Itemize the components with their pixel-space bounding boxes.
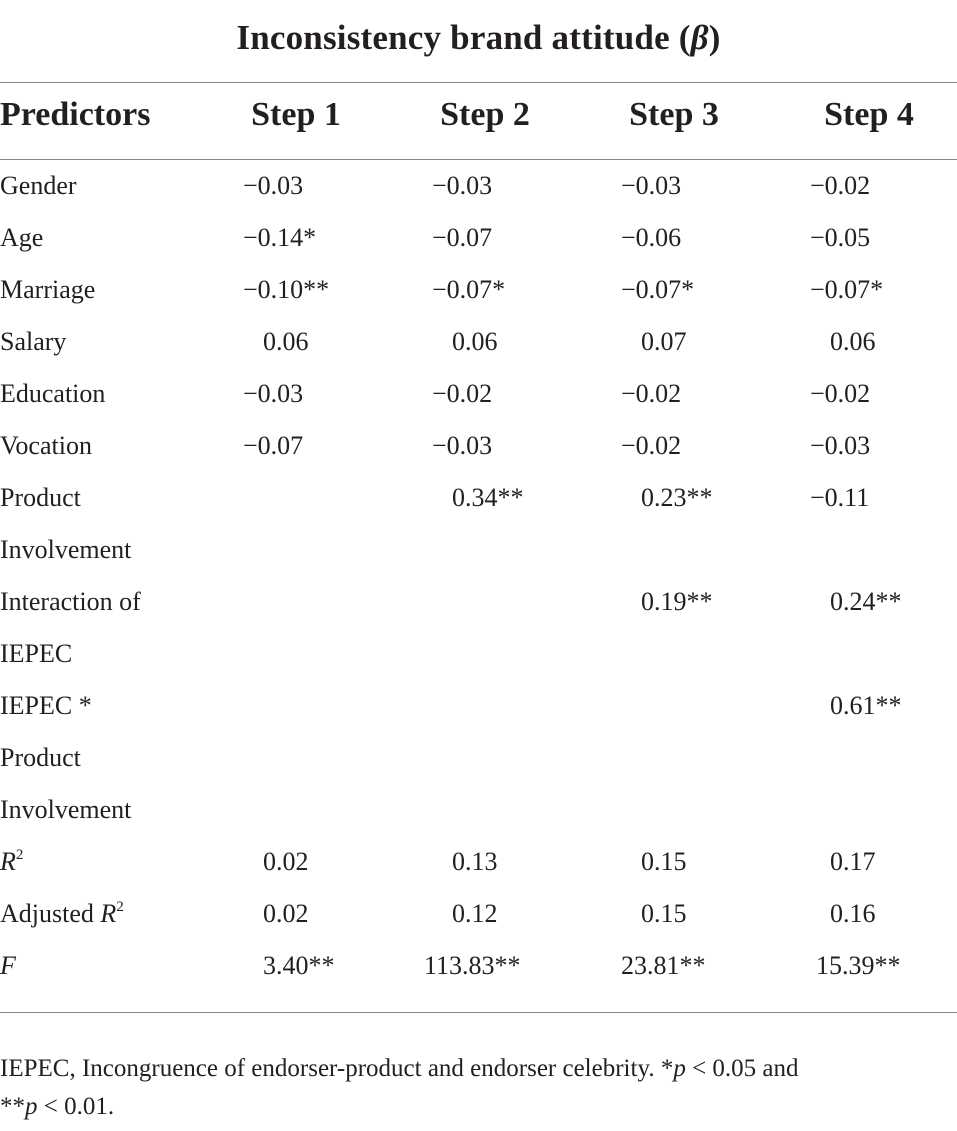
cell-step-2: 0.13: [452, 847, 498, 876]
table-title: Inconsistency brand attitude (β): [236, 18, 721, 57]
table-row: [0, 836, 957, 888]
table-row: [0, 940, 957, 992]
cell-step-3: 0.15: [641, 847, 687, 876]
table-row: [0, 212, 957, 264]
cell-step-4: −0.05: [810, 223, 871, 252]
cell-step-1: 3.40**: [263, 951, 335, 980]
header-step-4: Step 4: [824, 96, 914, 133]
cell-step-4: −0.07*: [810, 275, 884, 304]
cell-step-3: 0.07: [641, 327, 687, 356]
cell-step-3: −0.02: [621, 379, 682, 408]
table-body: [0, 160, 957, 992]
table-header: [0, 96, 957, 146]
cell-step-4: 0.61**: [830, 691, 902, 720]
cell-step-1: −0.03: [243, 171, 304, 200]
row-label: Adjusted $R^2$: [0, 899, 124, 928]
cell-step-3: −0.07*: [621, 275, 695, 304]
cell-step-1: −0.14*: [243, 223, 317, 252]
header-predictors: Predictors: [0, 96, 151, 133]
row-label: Age: [0, 223, 44, 252]
row-label: IEPEC *: [0, 691, 92, 720]
cell-step-4: 0.16: [830, 899, 876, 928]
cell-step-2: −0.07*: [432, 275, 506, 304]
table-row-continuation: [0, 524, 957, 576]
table-row: [0, 888, 957, 940]
cell-step-3: 0.15: [641, 899, 687, 928]
cell-step-3: 0.23**: [641, 483, 713, 512]
row-label: F: [0, 951, 16, 980]
table-row: [0, 368, 957, 420]
row-label: Interaction of: [0, 587, 141, 616]
cell-step-1: 0.02: [263, 899, 309, 928]
cell-step-2: 113.83**: [424, 951, 521, 980]
row-label: Product: [0, 743, 81, 772]
top-rule: [0, 82, 957, 83]
cell-step-4: −0.03: [810, 431, 871, 460]
cell-step-4: −0.02: [810, 379, 871, 408]
table-row-continuation: [0, 732, 957, 784]
cell-step-2: 0.12: [452, 899, 498, 928]
header-step-1: Step 1: [251, 96, 341, 133]
cell-step-2: −0.03: [432, 171, 493, 200]
cell-step-1: −0.07: [243, 431, 304, 460]
table-row: [0, 264, 957, 316]
row-label: Gender: [0, 171, 77, 200]
cell-step-4: −0.11: [810, 483, 870, 512]
row-label: Involvement: [0, 535, 132, 564]
bottom-rule: [0, 1012, 957, 1013]
row-label: Salary: [0, 327, 67, 356]
table-footnote: IEPEC, Incongruence of endorser-product and endorser celebrity. *p < 0.05 and **p < 0.01.: [0, 1055, 799, 1120]
table-row-continuation: [0, 628, 957, 680]
cell-step-4: 0.24**: [830, 587, 902, 616]
table-row: [0, 680, 957, 732]
cell-step-2: 0.06: [452, 327, 498, 356]
table-row: [0, 576, 957, 628]
table-row: [0, 160, 957, 212]
cell-step-3: −0.02: [621, 431, 682, 460]
cell-step-1: 0.02: [263, 847, 309, 876]
cell-step-3: −0.03: [621, 171, 682, 200]
table-row: [0, 420, 957, 472]
cell-step-2: 0.34**: [452, 483, 524, 512]
row-label: $R^2$: [0, 847, 24, 876]
row-label: Involvement: [0, 795, 132, 824]
row-label: Product: [0, 483, 81, 512]
table-row-continuation: [0, 784, 957, 836]
cell-step-3: 0.19**: [641, 587, 713, 616]
cell-step-2: −0.07: [432, 223, 493, 252]
cell-step-1: −0.03: [243, 379, 304, 408]
table-row: [0, 316, 957, 368]
cell-step-2: −0.02: [432, 379, 493, 408]
cell-step-2: −0.03: [432, 431, 493, 460]
cell-step-4: 0.17: [830, 847, 876, 876]
cell-step-4: −0.02: [810, 171, 871, 200]
cell-step-4: 15.39**: [816, 951, 901, 980]
cell-step-1: −0.10**: [243, 275, 330, 304]
row-label: Education: [0, 379, 106, 408]
cell-step-3: 23.81**: [621, 951, 706, 980]
cell-step-3: −0.06: [621, 223, 682, 252]
header-step-3: Step 3: [629, 96, 719, 133]
cell-step-4: 0.06: [830, 327, 876, 356]
row-label: IEPEC: [0, 639, 73, 668]
row-label: Vocation: [0, 431, 92, 460]
cell-step-1: 0.06: [263, 327, 309, 356]
row-label: Marriage: [0, 275, 96, 304]
header-step-2: Step 2: [440, 96, 530, 133]
table-row: [0, 472, 957, 524]
